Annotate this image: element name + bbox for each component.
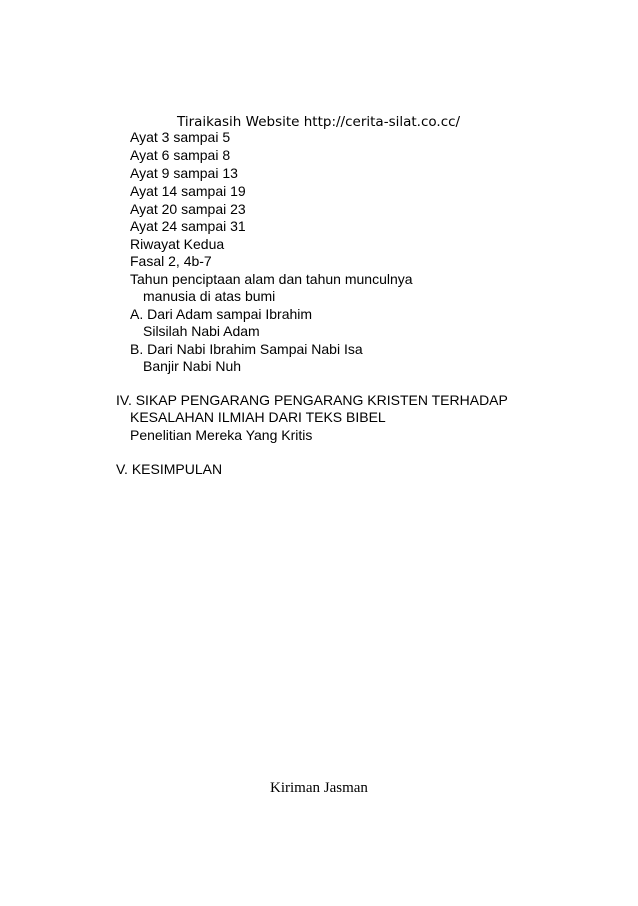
toc-line: Silsilah Nabi Adam bbox=[143, 323, 260, 339]
section-4-subitem: Penelitian Mereka Yang Kritis bbox=[130, 427, 313, 443]
toc-line: Ayat 20 sampai 23 bbox=[130, 201, 246, 217]
section-5-title: V. KESIMPULAN bbox=[116, 461, 223, 477]
toc-line: Ayat 14 sampai 19 bbox=[130, 183, 246, 199]
toc-line: Ayat 6 sampai 8 bbox=[130, 147, 231, 163]
section-4-title: IV. SIKAP PENGARANG PENGARANG KRISTEN TERHADAP bbox=[116, 392, 508, 408]
toc-line: Ayat 3 sampai 5 bbox=[130, 129, 231, 145]
page-footer: Kiriman Jasman bbox=[270, 780, 368, 796]
toc-line: Ayat 24 sampai 31 bbox=[130, 218, 246, 234]
toc-line: Banjir Nabi Nuh bbox=[143, 358, 242, 374]
toc-line: Fasal 2, 4b-7 bbox=[130, 253, 212, 269]
toc-line: Tahun penciptaan alam dan tahun munculnya bbox=[130, 271, 413, 287]
toc-line: Riwayat Kedua bbox=[130, 236, 225, 252]
toc-line: manusia di atas bumi bbox=[143, 288, 276, 304]
toc-line: Ayat 9 sampai 13 bbox=[130, 165, 238, 181]
page-header: Tiraikasih Website http://cerita-silat.co.cc/ bbox=[177, 114, 461, 130]
toc-line: A. Dari Adam sampai Ibrahim bbox=[130, 306, 313, 322]
toc-line: B. Dari Nabi Ibrahim Sampai Nabi Isa bbox=[130, 341, 363, 357]
section-4-title-continued: KESALAHAN ILMIAH DARI TEKS BIBEL bbox=[130, 409, 386, 425]
